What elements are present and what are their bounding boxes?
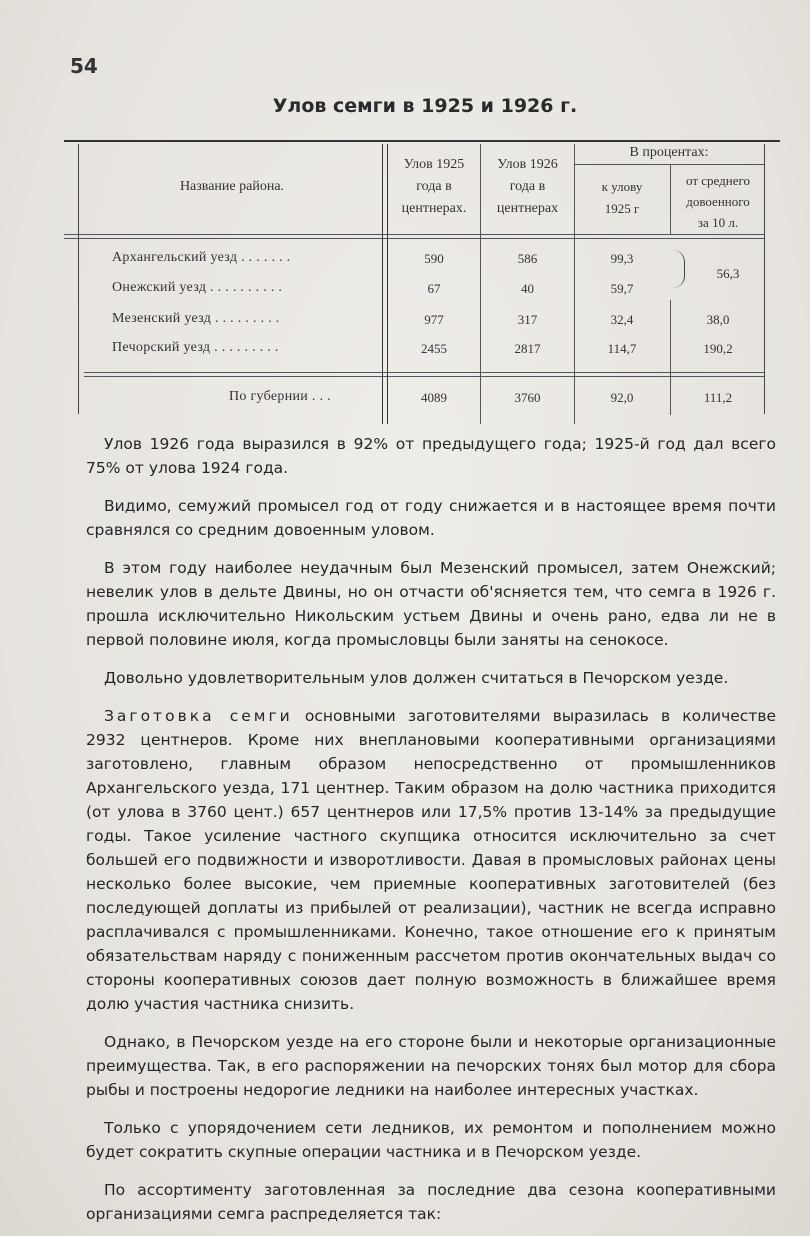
row-mezen-1926: 317 — [517, 312, 538, 327]
row-onega-name: Онежский уезд . . . . . . . . . . — [112, 280, 283, 295]
page-title: Улов семги в 1925 и 1926 г. — [272, 95, 578, 117]
header-1926-line3: центнерах — [496, 201, 559, 216]
percent-group-rule — [574, 164, 764, 165]
paragraph-4: Довольно удовлетворительным улов должен считаться в Печорском уезде. — [104, 669, 729, 687]
row-pechora-name: Печорский уезд . . . . . . . . . — [112, 340, 279, 355]
page-number: 54 — [70, 54, 98, 78]
paragraph-5-lead: Заготовка семги — [104, 707, 293, 725]
header-percent-group: В процентах: — [629, 145, 709, 160]
total-rule-2 — [84, 376, 764, 377]
header-to-1925 — [574, 176, 670, 220]
paragraph-7: Только с упорядочением сети ледников, их ремонтом и пополнением можно будет сократить скупные операции частника и в Печорском уезде. — [86, 1119, 776, 1161]
row-arkhangelsk-pct1925: 99,3 — [610, 251, 634, 266]
paragraph-6: Однако, в Печорском уезде на его стороне были и некоторые организационные преимущества. Так, в его распоряжении на печорских тонях был мотор для сбора рыбы и построены недорогие ледники на наиболее интересных участках. — [86, 1033, 776, 1099]
row-onega-1925: 67 — [427, 281, 441, 296]
row-mezen-pct1925: 32,4 — [610, 312, 634, 327]
row-arkhangelsk-1926: 586 — [517, 251, 538, 266]
table-left-rule — [78, 144, 79, 414]
header-to-prewar — [670, 170, 766, 233]
row-total-pctprewar: 111,2 — [703, 390, 733, 405]
paragraph-5 — [86, 704, 776, 1016]
header-1925-line2: года в — [416, 179, 452, 194]
row-pechora-pctprewar: 190,2 — [703, 341, 733, 356]
header-1926 — [481, 154, 574, 220]
brace-mark — [670, 250, 685, 288]
header-1926-line1: Улов 1926 — [497, 157, 558, 172]
row-pechora-pct1925: 114,7 — [607, 341, 637, 356]
row-total-pct1925: 92,0 — [610, 390, 634, 405]
header-rule-1 — [64, 234, 764, 235]
header-1925-line3: центнерах. — [401, 201, 467, 216]
paragraph-3: В этом году наиболее неудачным был Мезенский промысел, затем Онежский; невелик улов в дельте Двины, но он отчасти об'ясняется тем, что семга в 1926 г. прошла исключительно Никольским устьем Двины и очень рано, едва ли не в первой половине июля, когда промысловцы были заняты на сенокосе. — [86, 559, 776, 649]
header-1925-line1: Улов 1925 — [403, 157, 465, 172]
row-mezen-1925: 977 — [424, 312, 444, 327]
header-rule-2 — [64, 238, 764, 239]
header-to-1925-line2: 1925 г — [604, 201, 640, 216]
salmon-catch-table — [64, 140, 780, 425]
header-to-prewar-line1: от среднего — [686, 173, 750, 188]
paragraph-2: Видимо, семужий промысел год от году снижается и в настоящее время почти сравнялся со средним довоенным уловом. — [86, 497, 776, 539]
header-to-1925-line1: к улову — [601, 179, 643, 194]
brace-value: 56,3 — [716, 266, 740, 281]
row-mezen-pctprewar: 38,0 — [706, 312, 730, 327]
col-rule-a — [382, 144, 383, 424]
row-onega-pct1925: 59,7 — [610, 281, 634, 296]
row-total-1925: 4089 — [421, 390, 447, 405]
row-mezen-name: Мезенский уезд . . . . . . . . . — [112, 311, 280, 326]
row-total-name: По губернии . . . — [229, 389, 331, 404]
paragraph-5-rest: основными заготовителями выразилась в количестве 2932 центнеров. Кроме них внеплановыми кооперативными организациями заготовлено, главным образом непосредственно от промышленников Архангельского уезда, 171 центнер. Таким образом на долю частника приходится (от улова в 3760 цент.) 657 центнеров или 17,5% против 13-14% за предыдущие годы. Такое усиление частного скупщика относится исключительно за счет большей его подвижности и изворотливости. Давая в промысловых районах цены несколько более высокие, чем приемные кооперативных заготовителей (без последующей доплаты из прибылей от реализации), частник не всегда исправно расплачивался с промышленниками. Конечно, такое отношение его к принятым обязательствам наряду с пониженным рассчетом против окончательных выдач со стороны кооперативных союзов дает полную возможность в ближайшее время долю участия частника снизить. — [86, 707, 776, 1013]
header-1925 — [388, 154, 480, 220]
header-1926-line2: года в — [509, 179, 546, 194]
header-district: Название района. — [179, 179, 285, 194]
row-onega-1926: 40 — [521, 281, 534, 296]
paragraph-8: По ассортименту заготовленная за последние два сезона кооперативными организациями семга распределяется так: — [86, 1181, 776, 1223]
row-arkhangelsk-1925: 590 — [424, 251, 444, 266]
header-to-prewar-line3: за 10 л. — [697, 215, 739, 230]
paragraph-1: Улов 1926 года выразился в 92% от предыдущего года; 1925-й год дал всего 75% от улова 1924 года. — [86, 435, 776, 477]
body-text — [86, 432, 776, 1226]
header-to-prewar-line2: довоенного — [686, 194, 750, 209]
row-pechora-1926: 2817 — [514, 341, 541, 356]
row-pechora-1925: 2455 — [421, 341, 447, 356]
row-total-1926: 3760 — [514, 390, 541, 405]
total-rule-1 — [84, 372, 764, 373]
row-arkhangelsk-name: Архангельский уезд . . . . . . . — [112, 250, 291, 265]
